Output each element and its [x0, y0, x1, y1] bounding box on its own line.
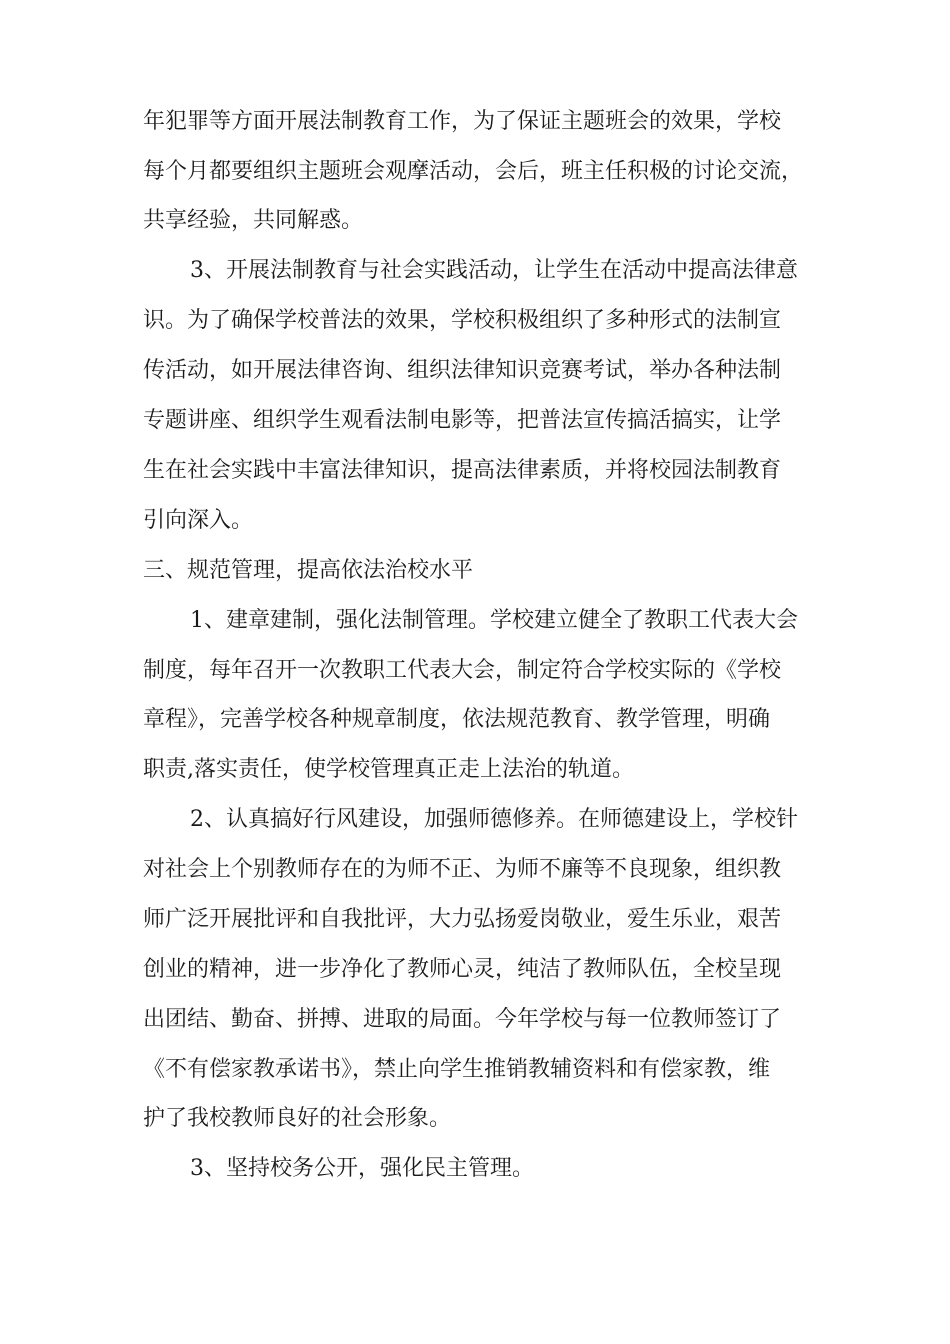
paragraph-line: 生在社会实践中丰富法律知识，提高法律素质，并将校园法制教育	[143, 458, 782, 483]
paragraph-line: 专题讲座、组织学生观看法制电影等，把普法宣传搞活搞实，让学	[143, 408, 782, 433]
paragraph-line: 共享经验，共同解惑。	[143, 208, 364, 233]
paragraph-line: 出团结、勤奋、拼搏、进取的局面。今年学校与每一位教师签订了	[143, 1007, 782, 1032]
paragraph-line: 3、开展法制教育与社会实践活动，让学生在活动中提高法律意	[190, 258, 798, 283]
paragraph-line: 年犯罪等方面开展法制教育工作，为了保证主题班会的效果，学校	[143, 109, 782, 134]
paragraph-line: 传活动，如开展法律咨询、组织法律知识竞赛考试，举办各种法制	[143, 358, 782, 383]
paragraph-line: 职责,落实责任，使学校管理真正走上法治的轨道。	[143, 757, 634, 782]
paragraph-line: 《不有偿家教承诺书》，禁止向学生推销教辅资料和有偿家教，维	[143, 1057, 771, 1082]
paragraph-line: 2、认真搞好行风建设，加强师德修养。在师德建设上，学校针	[190, 807, 798, 832]
paragraph-line: 师广泛开展批评和自我批评，大力弘扬爱岗敬业，爱生乐业，艰苦	[143, 907, 782, 932]
paragraph-line: 对社会上个别教师存在的为师不正、为师不廉等不良现象，组织教	[143, 857, 782, 882]
paragraph-line: 3、坚持校务公开，强化民主管理。	[190, 1156, 534, 1181]
paragraph-line: 每个月都要组织主题班会观摩活动，会后，班主任积极的讨论交流，	[143, 159, 804, 184]
section-heading: 三、规范管理，提高依法治校水平	[143, 558, 474, 583]
paragraph-line: 章程》，完善学校各种规章制度，依法规范教育、教学管理，明确	[143, 707, 771, 732]
paragraph-line: 创业的精神，进一步净化了教师心灵，纯洁了教师队伍，全校呈现	[143, 957, 782, 982]
paragraph-line: 制度，每年召开一次教职工代表大会，制定符合学校实际的《学校	[143, 658, 782, 683]
paragraph-line: 引向深入。	[143, 508, 254, 533]
paragraph-line: 识。为了确保学校普法的效果，学校积极组织了多种形式的法制宣	[143, 308, 782, 333]
paragraph-line: 护了我校教师良好的社会形象。	[143, 1106, 452, 1131]
paragraph-line: 1、建章建制，强化法制管理。学校建立健全了教职工代表大会	[190, 608, 798, 633]
